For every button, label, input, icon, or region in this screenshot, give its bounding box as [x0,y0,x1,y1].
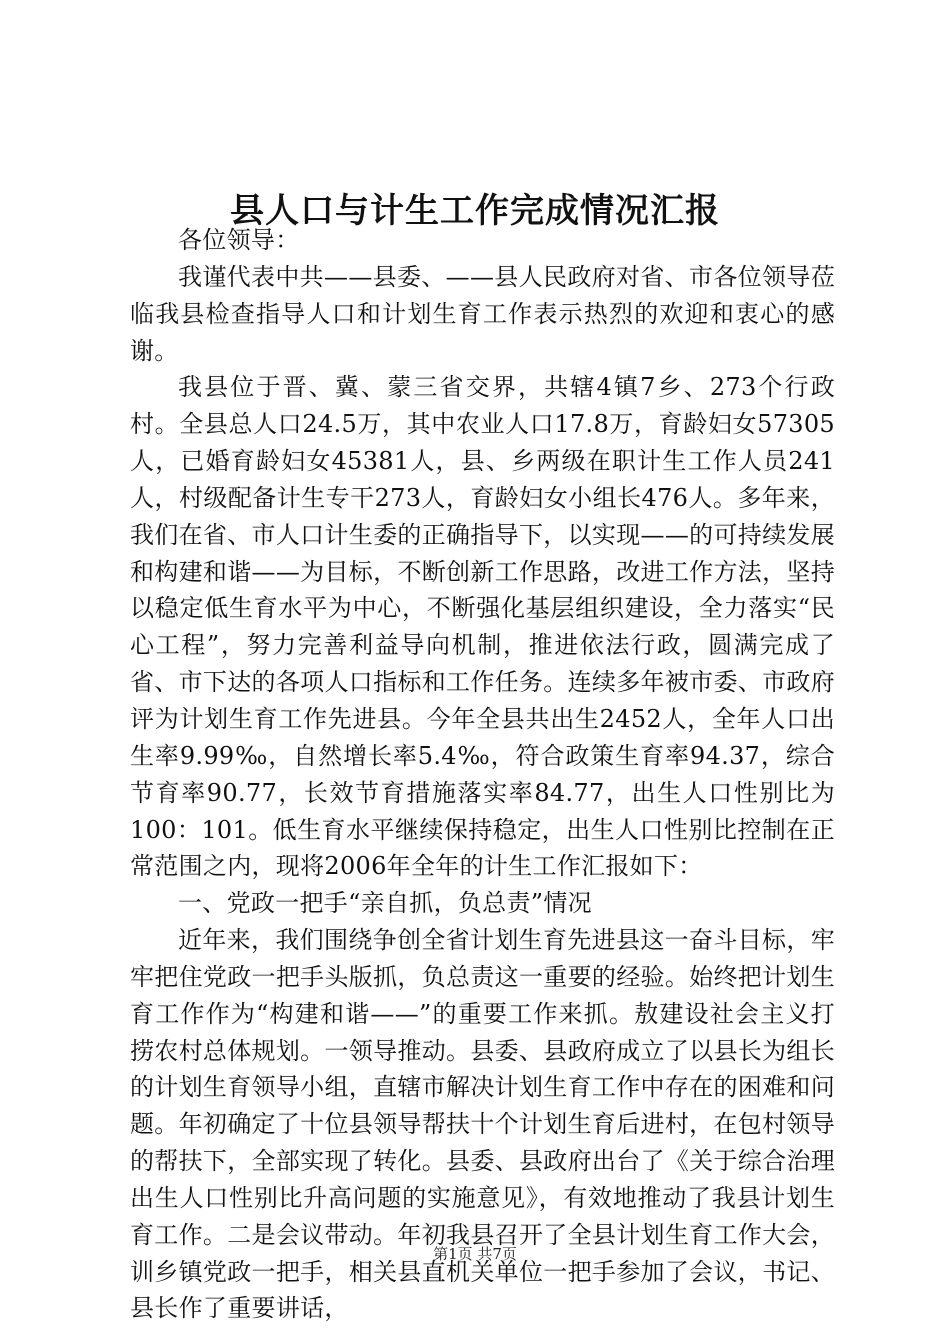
section-heading: 一、党政一把手“亲自抓，负总责”情况 [178,889,592,918]
welcome-paragraph: 我谨代表中共——县委、——县人民政府对省、市各位领导莅临我县检查指导人口和计划生育工作表示热烈的欢迎和衷心的感谢。 [130,262,835,365]
document-body [130,222,835,1327]
page-footer: 第1页 共7页 [433,1245,517,1263]
section-paragraph: 近年来，我们围绕争创全省计划生育先进县这一奋斗目标，牢牢把住党政一把手头版抓，负总责这一重要的经验。始终把计划生育工作作为“构建和谐——”的重要工作来抓。敖建设社会主义打捞农村总体规划。一领导推动。县委、县政府成立了以县长为组长的计划生育领导小组，直辖市解决计划生育工作中存在的困难和问题。年初确定了十位县领导帮扶十个计划生育后进村，在包村领导的帮扶下，全部实现了转化。县委、县政府出台了《关于综合治理出生人口性别比升高问题的实施意见》，有效地推动了我县计划生育工作。二是会议带动。年初我县召开了全县计划生育工作大会，训乡镇党政一把手，相关县直机关单位一把手参加了会议，书记、县长作了重要讲话， [130,926,835,1323]
overview-paragraph: 我县位于晋、冀、蒙三省交界，共辖4镇7乡、273个行政村。全县总人口24.5万，其中农业人口17.8万，育龄妇女57305人，已婚育龄妇女45381人，县、乡两级在职计生工作人员241人，村级配备计生专干273人，育龄妇女小组长476人。多年来，我们在省、市人口计生委的正确指导下，以实现——的可持续发展和构建和谐——为目标，不断创新工作思路，改进工作方法，坚持以稳定低生育水平为中心，不断强化基层组织建设，全力落实“民心工程”，努力完善利益导向机制，推进依法行政，圆满完成了省、市下达的各项人口指标和工作任务。连续多年被市委、市政府评为计划生育工作先进县。今年全县共出生2452人，全年人口出生率9.99‰，自然增长率5.4‰，符合政策生育率94.37，综合节育率90.77，长效节育措施落实率84.77，出生人口性别比为100：101。低生育水平继续保持稳定，出生人口性别比控制在正常范围之内，现将2006年全年的计生工作汇报如下： [130,373,835,881]
document-title: 县人口与计生工作完成情况汇报 [230,191,720,231]
salutation-paragraph: 各位领导： [178,226,300,254]
